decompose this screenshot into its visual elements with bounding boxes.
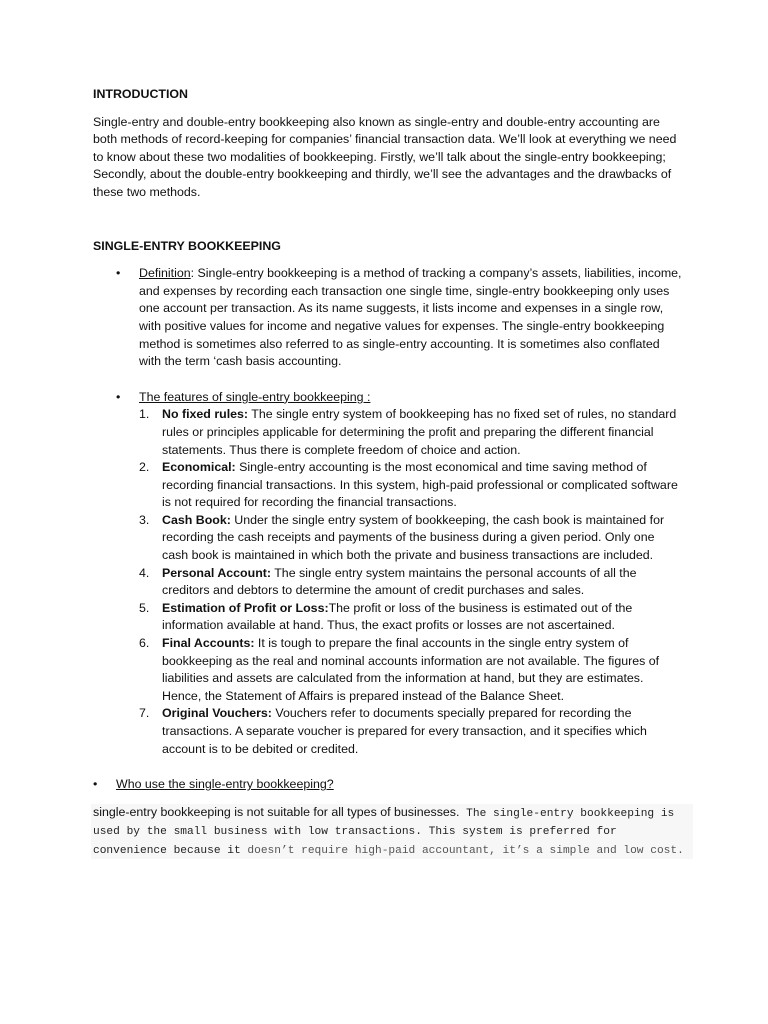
list-number: 4. xyxy=(139,565,150,580)
document-content xyxy=(93,86,683,859)
list-number: 6. xyxy=(139,636,150,651)
features-list xyxy=(139,406,683,758)
list-item xyxy=(139,512,683,565)
list-number: 1. xyxy=(139,407,150,422)
who-answer-code-light: doesn’t require high-paid accountant, it’s a simple and low cost. xyxy=(240,844,684,857)
list-number: 2. xyxy=(139,460,150,475)
features-label: The features of single-entry bookkeeping : xyxy=(139,389,371,404)
feature-text: Single-entry accounting is the most economical and time saving method of recording financial transactions. In this system, high-paid professional or complicated software is not required for recording the financial transactions. xyxy=(162,460,678,510)
feature-term: Cash Book: xyxy=(162,512,231,527)
definition-label: Definition xyxy=(139,266,191,281)
definition-text: : Single-entry bookkeeping is a method of tracking a company’s assets, liabilities, income, and expenses by recording each transaction one single time, single-entry bookkeeping only uses one account per transaction. As its name suggests, it lists income and expenses in a single row, with positive values for income and negative values for expenses. The single-entry bookkeeping method is sometimes also referred to as single-entry accounting. It is sometimes also conflated with the term ‘cash basis accounting. xyxy=(139,266,682,369)
who-answer-block xyxy=(91,804,693,860)
list-number: 7. xyxy=(139,706,150,721)
bullet-icon: • xyxy=(116,389,121,404)
feature-text: Under the single entry system of bookkeeping, the cash book is maintained for recording the cash receipts and payments of the business during a given period. Only one cash book is maintained in which both the private and business transactions are included. xyxy=(162,512,665,563)
list-item xyxy=(139,406,683,459)
feature-term: Original Vouchers: xyxy=(162,706,272,721)
feature-term: Estimation of Profit or Loss: xyxy=(162,600,329,615)
who-label: Who use the single-entry bookkeeping? xyxy=(116,777,334,792)
features-bullet xyxy=(116,389,683,758)
feature-text: The single entry system maintains the personal accounts of all the creditors and debtors to determine the amount of credit purchases and sales. xyxy=(162,565,637,598)
feature-term: Personal Account: xyxy=(162,565,272,580)
definition-bullet xyxy=(116,265,683,371)
feature-text: The profit or loss of the business is estimated out of the information available at hand. Thus, the exact profits or losses are not ascertained. xyxy=(162,600,633,633)
section-heading: SINGLE-ENTRY BOOKKEEPING xyxy=(93,238,281,253)
feature-term: Economical: xyxy=(162,460,236,475)
bullet-icon: • xyxy=(116,266,121,281)
feature-term: Final Accounts: xyxy=(162,636,255,651)
feature-text: It is tough to prepare the final accounts in the single entry system of bookkeeping as the real and nominal accounts information are not available. The figures of liabilities and assets are calculated from the information at hand, but they are estimates. Hence, the Statement of Affairs is prepared instead of the Balance Sheet. xyxy=(162,636,660,703)
list-item xyxy=(139,705,683,758)
feature-text: Vouchers refer to documents specially prepared for recording the transactions. A separate voucher is prepared for every transaction, and it specifies which account is to be debited or credited. xyxy=(162,706,647,756)
intro-paragraph: Single-entry and double-entry bookkeeping also known as single-entry and double-entry accounting are both methods of record-keeping for companies’ financial transaction data. We’ll look at everything we need to know about these two modalities of bookkeeping. Firstly, we’ll talk about the single-entry bookkeeping; Secondly, about the double-entry bookkeeping and thirdly, we’ll see the advantages and the drawbacks of these two methods. xyxy=(93,114,677,199)
who-answer-code: The single-entry bookkeeping is used by the small business with low transactions. This system is preferred for convenience because it xyxy=(93,807,675,857)
list-item xyxy=(139,565,683,600)
who-answer-text: single-entry bookkeeping is not suitable for all types of businesses. xyxy=(93,804,460,819)
feature-text: The single entry system of bookkeeping has no fixed set of rules, no standard rules or principles applicable for determining the profit and preparing the different financial statements. Thus there is complete freedom of choice and action. xyxy=(162,407,677,457)
list-item xyxy=(139,459,683,512)
intro-heading: INTRODUCTION xyxy=(93,87,188,101)
list-number: 5. xyxy=(139,600,150,615)
feature-term: No fixed rules: xyxy=(162,407,249,422)
list-item xyxy=(139,600,683,635)
who-bullet xyxy=(93,776,683,794)
list-number: 3. xyxy=(139,512,150,527)
bullet-icon: • xyxy=(93,777,98,792)
list-item xyxy=(139,635,683,705)
